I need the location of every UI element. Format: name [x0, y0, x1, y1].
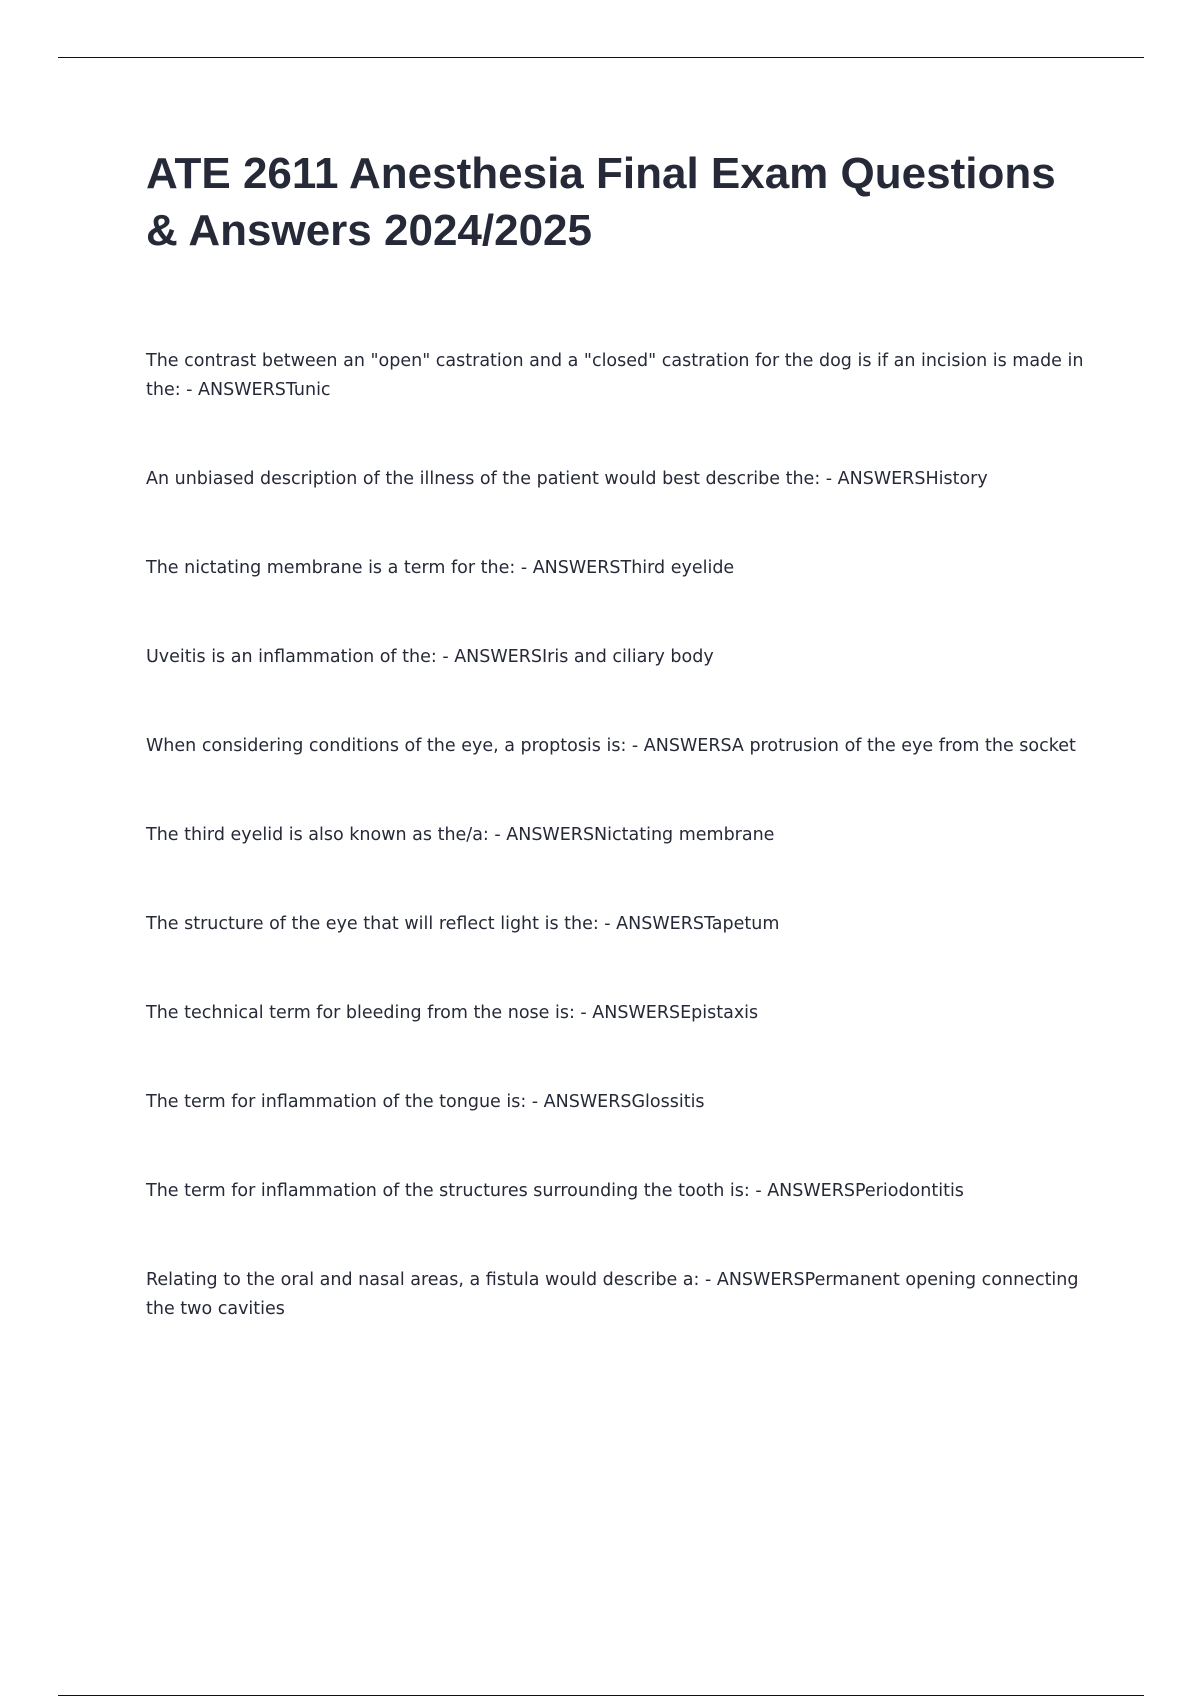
- header-rule: [58, 57, 1144, 58]
- qa-item: The term for inflammation of the tongue is: - ANSWERSGlossitis: [146, 1092, 705, 1112]
- qa-item: The term for inflammation of the structures surrounding the tooth is: - ANSWERSPeriodontitis: [146, 1181, 964, 1201]
- qa-item: Relating to the oral and nasal areas, a fistula would describe a: - ANSWERSPermanent opening connecting the two cavities: [146, 1270, 1079, 1319]
- qa-item: The technical term for bleeding from the nose is: - ANSWERSEpistaxis: [146, 1003, 759, 1023]
- qa-item: The nictating membrane is a term for the: - ANSWERSThird eyelide: [146, 558, 735, 578]
- qa-item: The contrast between an "open" castration and a "closed" castration for the dog is if an incision is made in the: - ANSWERSTunic: [146, 351, 1084, 400]
- qa-item: When considering conditions of the eye, a proptosis is: - ANSWERSA protrusion of the eye from the socket: [146, 736, 1076, 756]
- qa-item: The structure of the eye that will reflect light is the: - ANSWERSTapetum: [146, 914, 780, 934]
- document-title: ATE 2611 Anesthesia Final Exam Questions & Answers 2024/2025: [146, 149, 1056, 255]
- qa-list: [146, 347, 1086, 1384]
- qa-item: An unbiased description of the illness of the patient would best describe the: - ANSWERSHistory: [146, 469, 988, 489]
- footer-rule: [58, 1695, 1144, 1696]
- qa-item: The third eyelid is also known as the/a: - ANSWERSNictating membrane: [146, 825, 775, 845]
- qa-item: Uveitis is an inflammation of the: - ANSWERSIris and ciliary body: [146, 647, 714, 667]
